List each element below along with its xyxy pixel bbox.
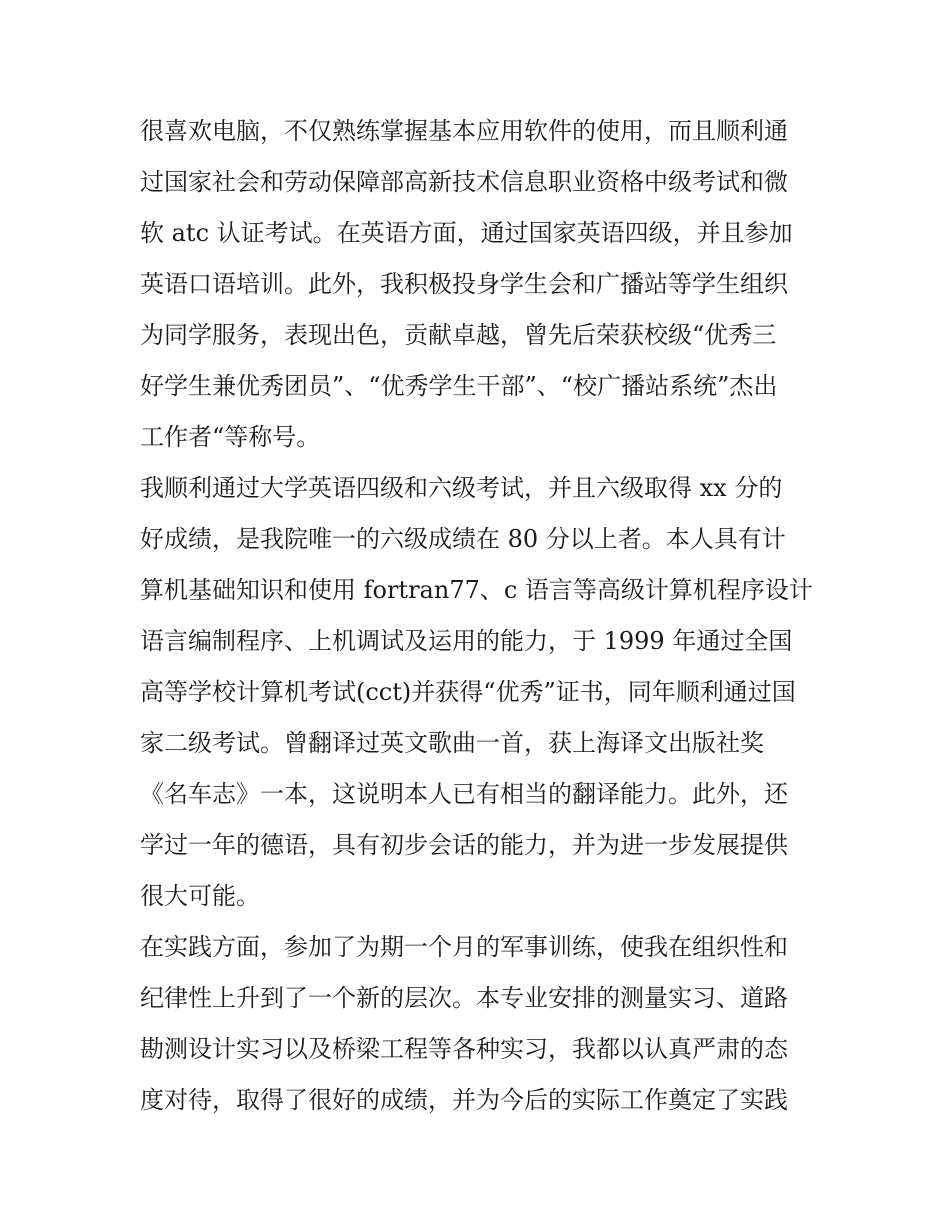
text-line: 家二级考试。曾翻译过英文歌曲一首，获上海译文出版社奖 xyxy=(140,729,764,757)
text-line: 工作者“等称号。 xyxy=(140,423,321,451)
text-line: 学过一年的德语，具有初步会话的能力，并为进一步发展提供 xyxy=(140,831,788,859)
text-line: 好成绩，是我院唯一的六级成绩在 80 分以上者。本人具有计 xyxy=(140,525,786,553)
text-line: 语言编制程序、上机调试及运用的能力，于 1999 年通过全国 xyxy=(140,627,793,655)
text-line: 在实践方面，参加了为期一个月的军事训练，使我在组织性和 xyxy=(140,933,788,961)
text-line: 英语口语培训。此外，我积极投身学生会和广播站等学生组织 xyxy=(140,270,788,298)
document-body xyxy=(140,106,820,1126)
text-line: 好学生兼优秀团员”、“优秀学生干部”、“校广播站系统”杰出 xyxy=(140,372,778,400)
text-line: 纪律性上升到了一个新的层次。本专业安排的测量实习、道路 xyxy=(140,984,788,1012)
text-line: 勘测设计实习以及桥梁工程等各种实习，我都以认真严肃的态 xyxy=(140,1035,788,1063)
text-line: 软 atc 认证考试。在英语方面，通过国家英语四级，并且参加 xyxy=(140,219,793,247)
text-line: 我顺利通过大学英语四级和六级考试，并且六级取得 xx 分的 xyxy=(140,474,783,502)
text-line: 高等学校计算机考试(cct)并获得“优秀”证书，同年顺利通过国 xyxy=(140,678,796,706)
text-line: 很大可能。 xyxy=(140,882,260,910)
text-line: 算机基础知识和使用 fortran77、c 语言等高级计算机程序设计 xyxy=(140,576,813,604)
text-line: 为同学服务，表现出色，贡献卓越，曾先后荣获校级“优秀三 xyxy=(140,321,777,349)
text-line: 《名车志》一本，这说明本人已有相当的翻译能力。此外，还 xyxy=(140,780,788,808)
text-line: 很喜欢电脑，不仅熟练掌握基本应用软件的使用，而且顺利通 xyxy=(140,117,788,145)
text-line: 度对待，取得了很好的成绩，并为今后的实际工作奠定了实践 xyxy=(140,1086,788,1114)
text-line: 过国家社会和劳动保障部高新技术信息职业资格中级考试和微 xyxy=(140,168,788,196)
